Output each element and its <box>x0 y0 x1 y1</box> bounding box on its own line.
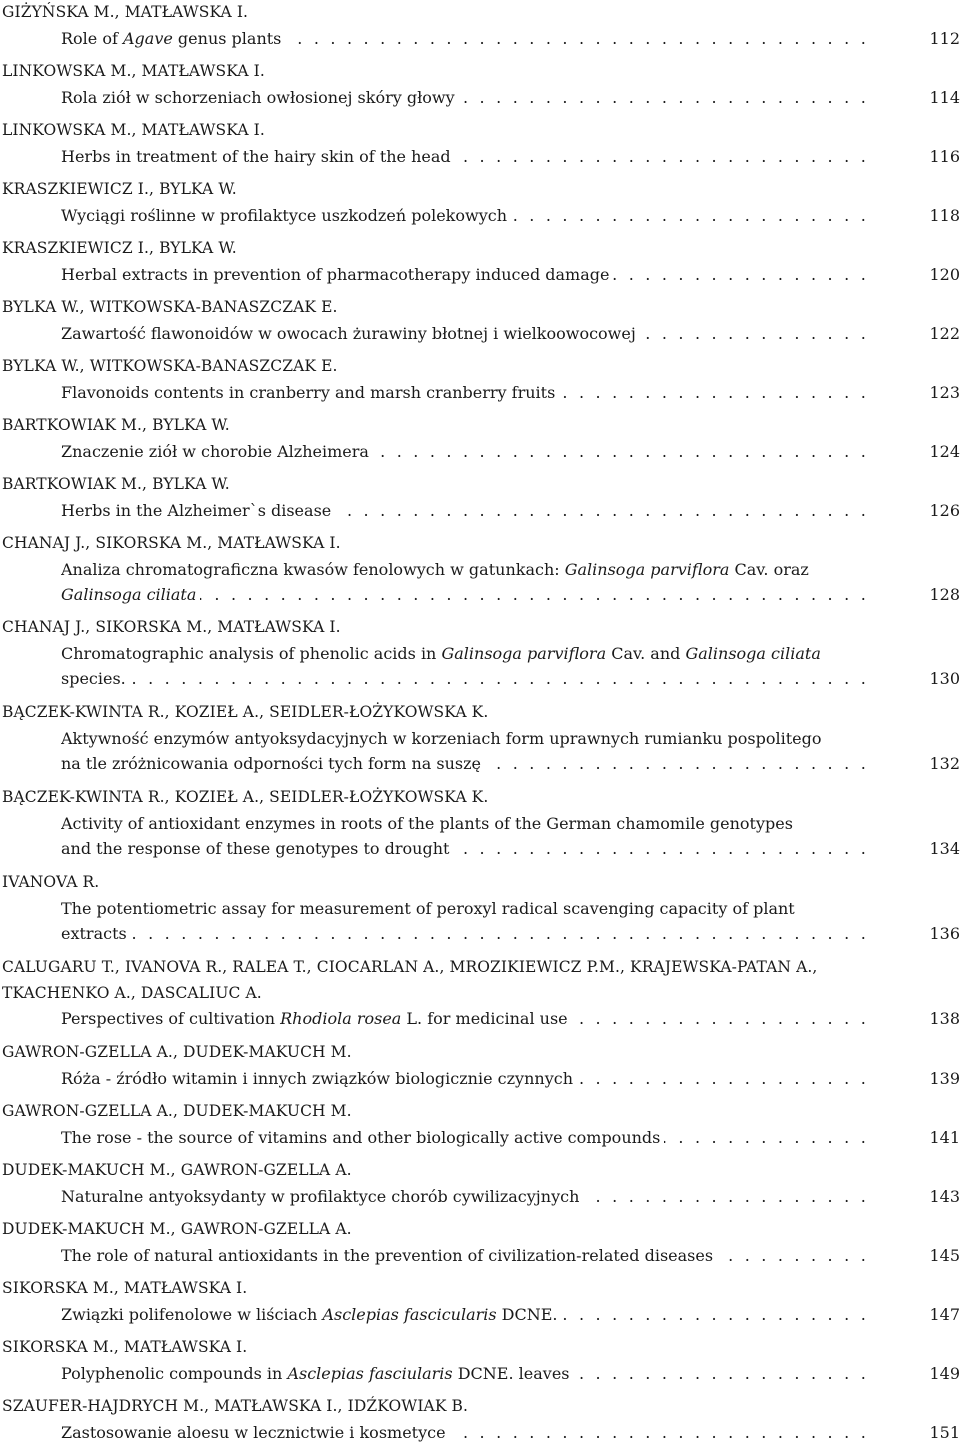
entry-title-line <box>61 26 869 51</box>
entry-title-line <box>61 203 869 228</box>
entry-title-text <box>61 1423 450 1442</box>
entry-authors: SIKORSKA M., MATŁAWSKA I. <box>2 1279 248 1297</box>
entry-authors-continued: TKACHENKO A., DASCALIUC A. <box>2 983 262 1002</box>
title-segment: Polyphenolic compounds in <box>61 1363 288 1383</box>
entry-title-line <box>61 262 869 287</box>
entry-title-line <box>61 1066 869 1091</box>
entry-title-text <box>61 29 285 48</box>
entry-title-text <box>61 383 559 402</box>
entry-authors: KRASZKIEWICZ I., BYLKA W. <box>2 239 237 257</box>
entry-authors: BĄCZEK-KWINTA R., KOZIEŁ A., SEIDLER-ŁOŻYKOWSKA K. <box>2 703 489 721</box>
entry-title-line <box>61 557 869 582</box>
entry-title-line <box>61 1302 869 1327</box>
title-segment: Zawartość flawonoidów w owocach żurawiny błotnej i wielkoowocowej <box>61 323 636 343</box>
title-segment: The role of natural antioxidants in the prevention of civilization-related diseases <box>61 1245 714 1265</box>
entry-title-text <box>61 669 130 688</box>
entry-title-text <box>61 899 799 918</box>
entry-title-text <box>61 754 485 773</box>
entry-title-text <box>61 1364 574 1383</box>
entry-authors: BYLKA W., WITKOWSKA-BANASZCZAK E. <box>2 298 338 316</box>
entry-title-text <box>61 1246 717 1265</box>
entry-authors: SIKORSKA M., MATŁAWSKA I. <box>2 1338 248 1356</box>
entry-title-text <box>61 1305 562 1324</box>
page-number: 126 <box>929 500 960 520</box>
entry-authors: CHANAJ J., SIKORSKA M., MATŁAWSKA I. <box>2 534 341 552</box>
entry-authors: LINKOWSKA M., MATŁAWSKA I. <box>2 62 265 80</box>
species-name: Galinsoga parviflora <box>441 643 607 663</box>
entry-title-text <box>61 206 511 225</box>
entry-title-line <box>61 1420 869 1445</box>
entry-authors: CALUGARU T., IVANOVA R., RALEA T., CIOCARLAN A., MROZIKIEWICZ P.M., KRAJEWSKA-PATAN A., <box>2 958 818 976</box>
page-number: 151 <box>929 1422 960 1442</box>
entry-title-text <box>61 501 335 520</box>
entry-title-line <box>61 1361 869 1386</box>
page-number: 138 <box>929 1009 960 1028</box>
entry-title-text <box>61 585 200 604</box>
entry-authors: BARTKOWIAK M., BYLKA W. <box>2 475 230 493</box>
title-segment: na tle zróżnicowania odporności tych form na suszę <box>61 754 482 773</box>
title-segment: Rola ziół w schorzeniach owłosionej skóry głowy <box>61 87 455 107</box>
entry-authors: DUDEK-MAKUCH M., GAWRON-GZELLA A. <box>2 1220 352 1238</box>
entry-authors: BYLKA W., WITKOWSKA-BANASZCZAK E. <box>2 357 338 375</box>
entry-title-text <box>61 147 455 166</box>
species-name: Galinsoga ciliata <box>61 585 197 604</box>
entry-title-line <box>61 641 869 666</box>
entry-title-line <box>61 85 869 110</box>
entry-authors: DUDEK-MAKUCH M., GAWRON-GZELLA A. <box>2 1161 352 1179</box>
entry-title-text <box>61 1069 577 1088</box>
page-number: 128 <box>929 585 960 604</box>
entry-title-line <box>61 321 869 346</box>
title-segment: DCNE. leaves <box>452 1363 570 1383</box>
title-segment: and the response of these genotypes to drought <box>61 839 450 858</box>
title-segment: Role of <box>61 28 123 48</box>
title-segment: Naturalne antyoksydanty w profilaktyce chorób cywilizacyjnych <box>61 1186 580 1206</box>
page-number: 114 <box>929 87 960 107</box>
title-segment: L. for medicinal use <box>401 1009 568 1028</box>
title-segment: extracts <box>61 924 127 943</box>
species-name: Asclepias fascicularis <box>322 1304 497 1324</box>
page-number: 112 <box>929 28 960 48</box>
entry-authors: LINKOWSKA M., MATŁAWSKA I. <box>2 121 265 139</box>
page-number: 123 <box>929 382 960 402</box>
title-segment: Activity of antioxidant enzymes in roots of the plants of the German chamomile genotypes <box>61 813 793 833</box>
title-segment: Flavonoids contents in cranberry and marsh cranberry fruits <box>61 382 556 402</box>
entry-title-text <box>61 324 640 343</box>
title-segment: Cav. and <box>606 643 686 663</box>
entry-title-line <box>61 896 869 921</box>
page-number: 134 <box>929 839 960 858</box>
title-segment: Cav. oraz <box>729 559 809 579</box>
entry-authors: GIŻYŃSKA M., MATŁAWSKA I. <box>2 3 249 21</box>
entry-title-line <box>61 666 869 691</box>
title-segment: Zastosowanie aloesu w lecznictwie i kosmetyce <box>61 1422 446 1442</box>
title-segment: Perspectives of cultivation <box>61 1009 281 1028</box>
entry-authors: SZAUFER-HAJDRYCH M., MATŁAWSKA I., IDŹKOWIAK B. <box>2 1397 469 1415</box>
entry-title-line <box>61 1006 869 1031</box>
title-segment: Chromatographic analysis of phenolic acids in <box>61 643 442 663</box>
title-segment: Znaczenie ziół w chorobie Alzheimera <box>61 441 369 461</box>
entry-authors: BĄCZEK-KWINTA R., KOZIEŁ A., SEIDLER-ŁOŻYKOWSKA K. <box>2 788 489 806</box>
title-segment: genus plants <box>172 28 282 48</box>
title-segment: The rose - the source of vitamins and other biologically active compounds <box>61 1127 661 1147</box>
entry-title-line <box>61 380 869 405</box>
title-segment: Herbs in treatment of the hairy skin of the head <box>61 146 451 166</box>
entry-authors: GAWRON-GZELLA A., DUDEK-MAKUCH M. <box>2 1102 352 1120</box>
entry-title-line <box>61 144 869 169</box>
entry-title-text <box>61 924 131 943</box>
species-name: Galinsoga parviflora <box>564 559 730 579</box>
entry-title-text <box>61 729 825 748</box>
title-segment: Analiza chromatograficzna kwasów fenolowych w gatunkach: <box>61 559 565 579</box>
page-number: 143 <box>929 1186 960 1206</box>
title-segment: The potentiometric assay for measurement of peroxyl radical scavenging capacity of plant <box>61 898 795 918</box>
entry-title-text <box>61 814 797 833</box>
page-number: 130 <box>929 669 960 688</box>
entry-title-text <box>61 1187 583 1206</box>
species-name: Galinsoga ciliata <box>685 643 821 663</box>
entry-title-text <box>61 442 373 461</box>
entry-authors: KRASZKIEWICZ I., BYLKA W. <box>2 180 237 198</box>
title-segment: Związki polifenolowe w liściach <box>61 1304 323 1324</box>
entry-title-text <box>61 1128 664 1147</box>
page-number: 149 <box>929 1363 960 1383</box>
page-number: 147 <box>929 1304 960 1324</box>
entry-title-line <box>61 811 869 836</box>
page-number: 122 <box>929 323 960 343</box>
entry-title-text <box>61 1009 572 1028</box>
title-segment: species. <box>61 669 126 688</box>
page-number: 124 <box>929 441 960 461</box>
entry-authors: IVANOVA R. <box>2 873 100 891</box>
page-number: 139 <box>929 1068 960 1088</box>
page-number: 120 <box>929 264 960 284</box>
page-number: 136 <box>929 924 960 943</box>
page-number: 141 <box>929 1127 960 1147</box>
title-segment: Herbs in the Alzheimer`s disease <box>61 500 332 520</box>
entry-title-line <box>61 439 869 464</box>
entry-title-text <box>61 88 459 107</box>
species-name: Agave <box>123 28 173 48</box>
title-segment: Aktywność enzymów antyoksydacyjnych w korzeniach form uprawnych rumianku pospolitego <box>61 728 822 748</box>
entry-title-line <box>61 836 869 861</box>
species-name: Asclepias fasciularis <box>287 1363 453 1383</box>
title-segment: Róża - źródło witamin i innych związków biologicznie czynnych <box>61 1068 573 1088</box>
entry-title-line <box>61 1243 869 1268</box>
entry-title-line <box>61 498 869 523</box>
entry-title-text <box>61 839 453 858</box>
entry-authors: GAWRON-GZELLA A., DUDEK-MAKUCH M. <box>2 1043 352 1061</box>
species-name: Rhodiola rosea <box>280 1009 402 1028</box>
entry-title-line <box>61 921 869 946</box>
page-number: 145 <box>929 1245 960 1265</box>
page-number: 132 <box>929 754 960 773</box>
entry-title-line <box>61 726 869 751</box>
entry-title-text <box>61 265 613 284</box>
title-segment: DCNE. <box>496 1304 558 1324</box>
entry-title-text <box>61 644 825 663</box>
entry-title-line <box>61 1184 869 1209</box>
page-number: 118 <box>929 205 960 225</box>
entry-title-text <box>61 560 813 579</box>
entry-title-line <box>61 751 869 776</box>
entry-title-line <box>61 582 869 607</box>
page-number: 116 <box>929 146 960 166</box>
title-segment: Wyciągi roślinne w profilaktyce uszkodzeń polekowych <box>61 205 507 225</box>
entry-authors: BARTKOWIAK M., BYLKA W. <box>2 416 230 434</box>
entry-title-line <box>61 1125 869 1150</box>
title-segment: Herbal extracts in prevention of pharmacotherapy induced damage <box>61 264 610 284</box>
entry-authors: CHANAJ J., SIKORSKA M., MATŁAWSKA I. <box>2 618 341 636</box>
